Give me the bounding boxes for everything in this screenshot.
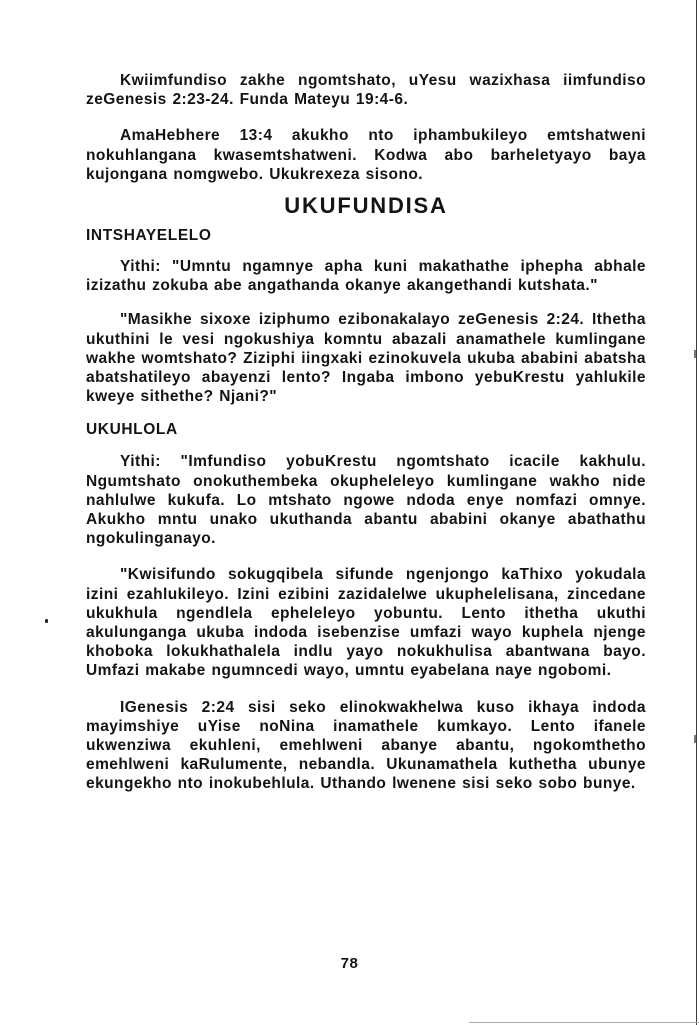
scan-artifact xyxy=(469,1022,699,1023)
page-number: 78 xyxy=(340,955,359,972)
ukuhlola-paragraph-2: "Kwisifundo sokugqibela sifunde ngenjongo kaThixo yokudala izini ezahlukileyo. Izini ezibini zazidalelwe ukuphelelisana, zincedane ukukhula ngendlela epheleleyo yobuntu. Lento ithetha ukuthi akulunganga ukuba indoda isebenzise umfazi wayo kuphela njenge khoboka lokukhathalela indlu yayo nokukhulisa abantwana bayo. Umfazi makabe ngumncedi wayo, umntu eyabelana naye ngobomi. xyxy=(86,566,646,680)
ukuhlola-paragraph-3: IGenesis 2:24 sisi seko elinokwakhelwa kuso ikhaya indoda mayimshiye uYise noNina inamathele kumkayo. Lento ifanele ukwenziwa ekuhleni, emehlweni abanye abantu, ngokomthetho emehlweni kaRulumente, nebandla. Ukunamathela kuthetha ubunye ekungekho nto inokubehlula. Uthando lwenene sisi seko sobo bunye. xyxy=(86,698,646,793)
page-content xyxy=(86,71,646,794)
intro-paragraph-1: Kwiimfundiso zakhe ngomtshato, uYesu wazixhasa iimfundiso zeGenesis 2:23-24. Funda Mateyu 19:4-6. xyxy=(86,72,646,109)
intro-paragraph-2: AmaHebhere 13:4 akukho nto iphambukileyo emtshatweni nokuhlangana kwasemtshatweni. Kodwa abo barheletyayo baya kujongana nomgwebo. Ukukrexeza sisono. xyxy=(86,127,646,183)
section-heading-ukuhlola: UKUHLOLA xyxy=(86,421,178,439)
ukuhlola-paragraph-1: Yithi: "Imfundiso yobuKrestu ngomtshato icacile kakhulu. Ngumtshato onokuthembeka okupheleleyo kumlingane wakho nide nahlulwe kukufa. Lo mtshato ngowe ndoda enye nomfazi omnye. Akukho mntu unako ukuthanda abantu ababini okanye abathathu ngokulinganayo. xyxy=(86,453,646,548)
page-edge-line xyxy=(696,0,697,1025)
scan-artifact xyxy=(694,350,696,358)
margin-mark xyxy=(45,619,48,623)
intshayelelo-paragraph-2: "Masikhe sixoxe iziphumo ezibonakalayo zeGenesis 2:24. Ithetha ukuthini le vesi ngokushiya komntu abazali anamathele kumlingane wakhe womtshato? Ziziphi iingxaki ezinokuvela ukuba ababini abatsha abatshatileyo abayenzi lento? Ingaba imbono yebuKrestu yahlukile kweye sithethe? Njani?" xyxy=(86,311,646,406)
intshayelelo-paragraph-1: Yithi: "Umntu ngamnye apha kuni makathathe iphepha abhale izizathu zokuba abe angathanda okanye akangethandi kutshata." xyxy=(86,258,646,295)
section-heading-intshayelelo: INTSHAYELELO xyxy=(86,227,212,245)
page-title: UKUFUNDISA xyxy=(284,193,448,219)
scan-artifact xyxy=(694,735,696,743)
